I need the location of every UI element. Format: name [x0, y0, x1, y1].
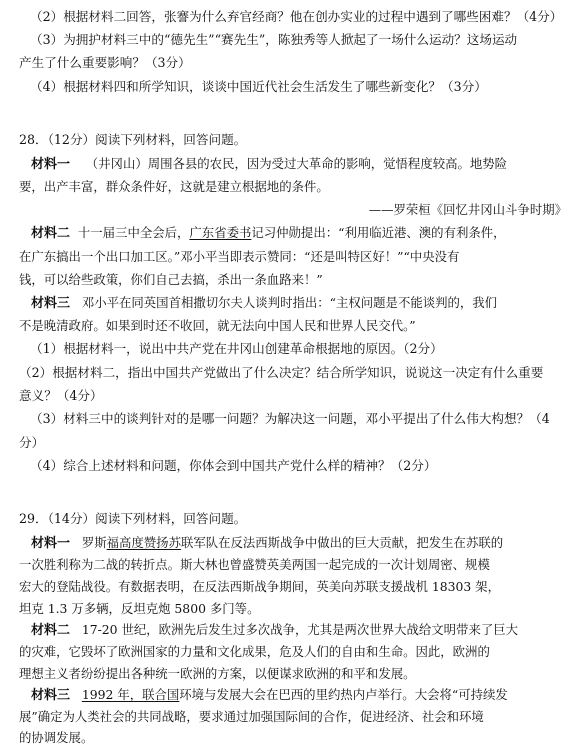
material-text: 联军队在反法西斯战争中做出的巨大贡献，把发生在苏联的: [180, 535, 504, 550]
material-text: 17-20 世纪，欧洲先后发生过多次战争，尤其是两次世界大战给文明带来了巨大: [81, 622, 519, 637]
q28-material-1-source: ——罗荣桓《回忆井冈山斗争时期》: [368, 202, 567, 217]
q29-material-3-cont2: 的协调发展。: [19, 730, 94, 745]
material-label: 材料一: [31, 536, 71, 551]
q28-heading: 28．（12分）阅读下列材料，回答问题。: [19, 132, 247, 147]
q28-part2-cont: 意义？（4分）: [19, 388, 103, 403]
material-text: 环境与发展大会在巴西的里约热内卢举行。大会将“可持续发: [179, 687, 508, 702]
q28-material-2: [31, 224, 506, 243]
q28-part3: （3）材料三中的谈判针对的是哪一问题？为解决这一问题，邓小平提出了什么伟大构想？（4: [30, 411, 550, 426]
material-label: 材料三: [31, 688, 71, 703]
material-text: 邓小平在同英国首相撒切尔夫人谈判时指出：“主权问题是不能谈判的，我们: [81, 295, 498, 310]
material-text: （井冈山）周围各县的农民，因为受过大革命的影响，觉悟程度较高。地势险: [85, 156, 508, 171]
q29-material-1: [31, 534, 503, 553]
q28-part4: （4）综合上述材料和问题，你体会到中国共产党什么样的精神？（2分）: [30, 458, 437, 473]
material-label: 材料三: [31, 296, 71, 311]
q27-part3-cont: 产生了什么重要影响？（3分）: [19, 55, 191, 70]
q27-part2: （2）根据材料二回答，张謇为什么弃官经商？他在创办实业的过程中遇到了哪些困难？（4分）: [30, 9, 563, 24]
material-text: 罗斯: [81, 535, 107, 550]
q29-material-2-cont2: 理想主义者纷纷提出各种统一欧洲的方案，以便谋求欧洲的和平和发展。: [19, 666, 416, 681]
underlined-text: 广东省委书: [189, 225, 252, 240]
q29-material-2-cont: 的灾难，它毁坏了欧洲国家的力量和文化成果，危及人们的自由和生命。因此，欧洲的: [19, 644, 490, 659]
q29-material-1-cont2: 宏大的登陆战役。有数据表明，在反法西斯战争期间，英美向苏联支援战机 18303 架，: [19, 579, 500, 594]
underlined-text: 1992 年，联合国: [81, 687, 180, 702]
q28-material-2-cont2: 钱，可以给些政策，你们自己去搞，杀出一条血路来！”: [19, 272, 323, 287]
q29-material-1-cont3: 坦克 1.3 万多辆，反坦克炮 5800 多门等。: [19, 601, 260, 616]
q28-material-3-cont: 不是晚清政府。如果到时还不收回，就无法向中国人民和世界人民交代。”: [19, 318, 416, 333]
q29-material-3: [31, 686, 508, 705]
q29-material-2: [31, 621, 518, 640]
q28-part2: （2）根据材料二，指出中国共产党做出了什么决定？结合所学知识，说说这一决定有什么重要: [19, 365, 544, 380]
material-text: 十一届三中全会后，: [77, 225, 190, 240]
material-label: 材料二: [31, 623, 71, 638]
q28-material-1: [31, 155, 507, 174]
q28-material-2-cont: 在广东搞出一个出口加工区。”邓小平当即表示赞同：“还是叫特区好！”“中央没有: [19, 249, 460, 264]
q27-part4: （4）根据材料四和所学知识，谈谈中国近代社会生活发生了哪些新变化？（3分）: [30, 79, 487, 94]
q28-part3-cont: 分）: [19, 435, 45, 450]
q28-material-1-cont: 要，出产丰富，群众条件好，这就是建立根据地的条件。: [19, 179, 329, 194]
underlined-text: 福高度赞扬苏: [106, 535, 181, 550]
q28-part1: （1）根据材料一，说出中共产党在井冈山创建革命根据地的原因。（2分）: [30, 341, 443, 356]
material-label: 材料二: [31, 226, 71, 241]
q29-heading: 29．（14分）阅读下列材料，回答问题。: [19, 511, 247, 526]
q27-part3: （3）为拥护材料三中的“德先生”“赛先生”，陈独秀等人掀起了一场什么运动？这场运动: [30, 32, 518, 47]
q29-material-3-cont: 展”确定为人类社会的共同战略，要求通过加强国际间的合作，促进经济、社会和环境: [19, 709, 484, 724]
material-label: 材料一: [31, 157, 71, 172]
material-text: 记习仲勋提出：“利用临近港、澳的有利条件，: [251, 225, 506, 240]
q29-material-1-cont: 一次胜利称为二战的转折点。斯大林也曾盛赞英美两国一起完成的一次计划周密、规模: [19, 557, 490, 572]
q28-material-3: [31, 294, 497, 313]
